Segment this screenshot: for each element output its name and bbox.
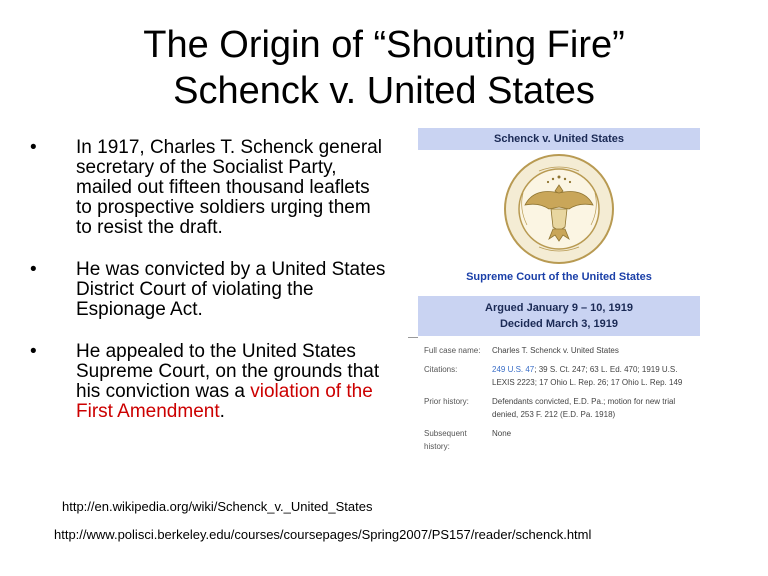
case-infobox [418,128,700,488]
supreme-court-seal-icon [503,153,615,265]
infobox-row [418,361,700,393]
bullet-text: He appealed to the United States Supreme Court, on the grounds that his conviction was a [76,341,380,402]
row-label: Full case name: [424,346,481,355]
bullet-marker: • [30,137,37,158]
bullet-text-end: . [219,401,225,422]
highlighted-text: violation of the First Amendment [76,381,373,422]
bullet-item [30,138,390,238]
title-line-2: Schenck v. United States [173,70,595,112]
source-url-berkeley[interactable]: http://www.polisci.berkeley.edu/courses/coursepages/Spring2007/PS157/reader/schenck.html [54,527,592,542]
row-label: Citations: [424,365,458,374]
dates-band [418,296,700,336]
decided-date: Decided March 3, 1919 [499,318,618,330]
row-value: Charles T. Schenck v. United States [492,346,619,355]
bullet-item [30,342,390,422]
row-value: Defendants convicted, E.D. Pa.; motion for new trial denied, 253 F. 212 (E.D. Pa. 1918) [492,397,676,419]
infobox-row [418,393,700,425]
bullet-text: In 1917, Charles T. Schenck general secretary of the Socialist Party, mailed out fifteen thousand leaflets to prospective soldiers urging them to resist the draft. [76,137,382,238]
infobox-rows [418,342,700,457]
infobox-row [418,425,700,457]
row-label: Prior history: [424,397,469,406]
bullet-item [30,260,390,320]
citation-rest: ; 39 S. Ct. 247; 63 L. Ed. 470; 1919 U.S. LEXIS 2223; 17 Ohio L. Rep. 26; 17 Ohio L. Rep. 149 [492,365,683,387]
bullet-marker: • [30,259,37,280]
row-label: Subsequent history: [424,429,467,451]
court-name: Supreme Court of the United States [466,271,652,283]
infobox-row [418,342,700,361]
slide-title [0,22,768,114]
citation-link[interactable]: 249 U.S. 47 [492,365,535,374]
argued-date: Argued January 9 – 10, 1919 [485,302,633,314]
seal-area [418,150,700,268]
infobox-header: Schenck v. United States [418,128,700,150]
bullet-text: He was convicted by a United States District Court of violating the Espionage Act. [76,259,386,320]
title-line-1: The Origin of “Shouting Fire” [143,24,625,66]
row-value [492,363,700,389]
row-value: None [492,429,512,438]
bullet-list [30,138,390,444]
divider [408,337,418,338]
bullet-marker: • [30,341,37,362]
source-url-wikipedia[interactable]: http://en.wikipedia.org/wiki/Schenck_v._United_States [62,499,373,514]
